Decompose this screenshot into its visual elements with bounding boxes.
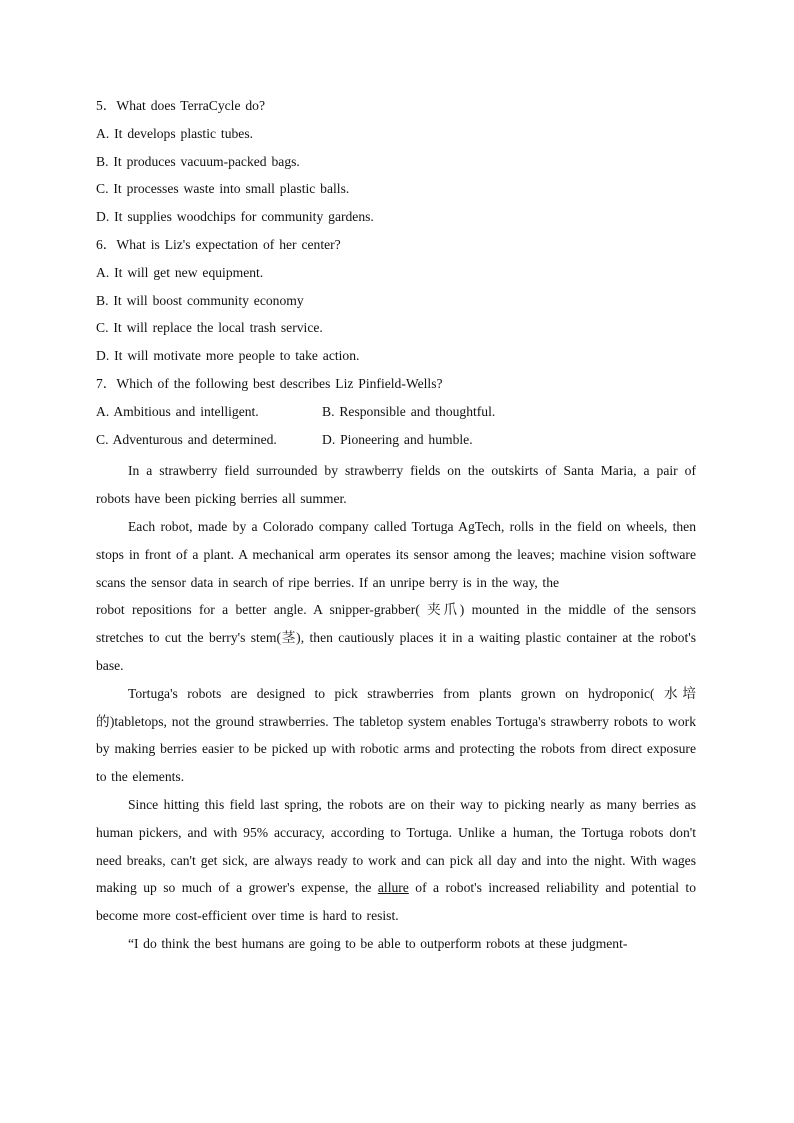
question-6-option-c: C. It will replace the local trash service.	[96, 320, 323, 336]
passage-paragraph-4-end: of a robot's increased reliability and potential to become more cost-efficient over time is hard to resist.	[96, 880, 696, 924]
passage-paragraph-4	[96, 791, 696, 930]
question-5-option-c: C. It processes waste into small plastic balls.	[96, 181, 350, 197]
underlined-word-allure: allure	[377, 880, 409, 896]
passage-paragraph-1: In a strawberry field surrounded by strawberry fields on the outskirts of Santa Maria, a pair of robots have been picking berries all summer.	[96, 463, 696, 507]
passage-paragraph-4-start: Since hitting this field last spring, the robots are on their way to picking nearly as many berries as human pickers, and with 95% accuracy, according to Tortuga. Unlike a human, the Tortuga robots don't need breaks, can't get sick, are always ready to work and can pick all day and into the night. With wages making up so much of a grower's expense, the	[96, 796, 696, 896]
question-6-option-a: A. It will get new equipment.	[96, 264, 264, 280]
question-7-options-row-2	[96, 430, 696, 450]
question-6-stem: 6．What is Liz's expectation of her center?	[96, 236, 341, 252]
question-7-option-c: C. Adventurous and determined.	[96, 431, 277, 447]
question-7-option-d: D. Pioneering and humble.	[322, 431, 473, 447]
question-7-option-a: A. Ambitious and intelligent.	[96, 403, 259, 419]
document-content	[96, 96, 696, 958]
passage-paragraph-5: “I do think the best humans are going to be able to outperform robots at these judgment-	[128, 935, 628, 951]
passage-paragraph-2a: Each robot, made by a Colorado company called Tortuga AgTech, rolls in the field on wheels, then stops in front of a plant. A mechanical arm operates its sensor among the leaves; machine vision software scans the sensor data in search of ripe berries. If an unripe berry is in the way, the	[96, 518, 696, 590]
question-7-stem: 7．Which of the following best describes Liz Pinfield-Wells?	[96, 375, 443, 391]
question-7-options-row-1	[96, 402, 696, 422]
question-6-option-b: B. It will boost community economy	[96, 292, 304, 308]
reading-passage	[96, 457, 696, 957]
question-5-option-b: B. It produces vacuum-packed bags.	[96, 153, 300, 169]
question-6-option-d: D. It will motivate more people to take action.	[96, 348, 360, 364]
question-7-option-b: B. Responsible and thoughtful.	[322, 403, 496, 419]
passage-paragraph-2b: robot repositions for a better angle. A snipper-grabber( 夹爪) mounted in the middle of the sensors stretches to cut the berry's stem(茎), then cautiously places it in a waiting plastic container at the robot's base.	[96, 602, 696, 673]
passage-paragraph-3: Tortuga's robots are designed to pick strawberries from plants grown on hydroponic( 水培的)tabletops, not the ground strawberries. The tabletop system enables Tortuga's strawberry robots to work by making berries easier to be picked up with robotic arms and protecting the robots from direct exposure to the elements.	[96, 685, 696, 785]
question-5-option-d: D. It supplies woodchips for community gardens.	[96, 209, 374, 225]
question-5-option-a: A. It develops plastic tubes.	[96, 125, 254, 141]
question-5-stem: 5．What does TerraCycle do?	[96, 98, 266, 113]
